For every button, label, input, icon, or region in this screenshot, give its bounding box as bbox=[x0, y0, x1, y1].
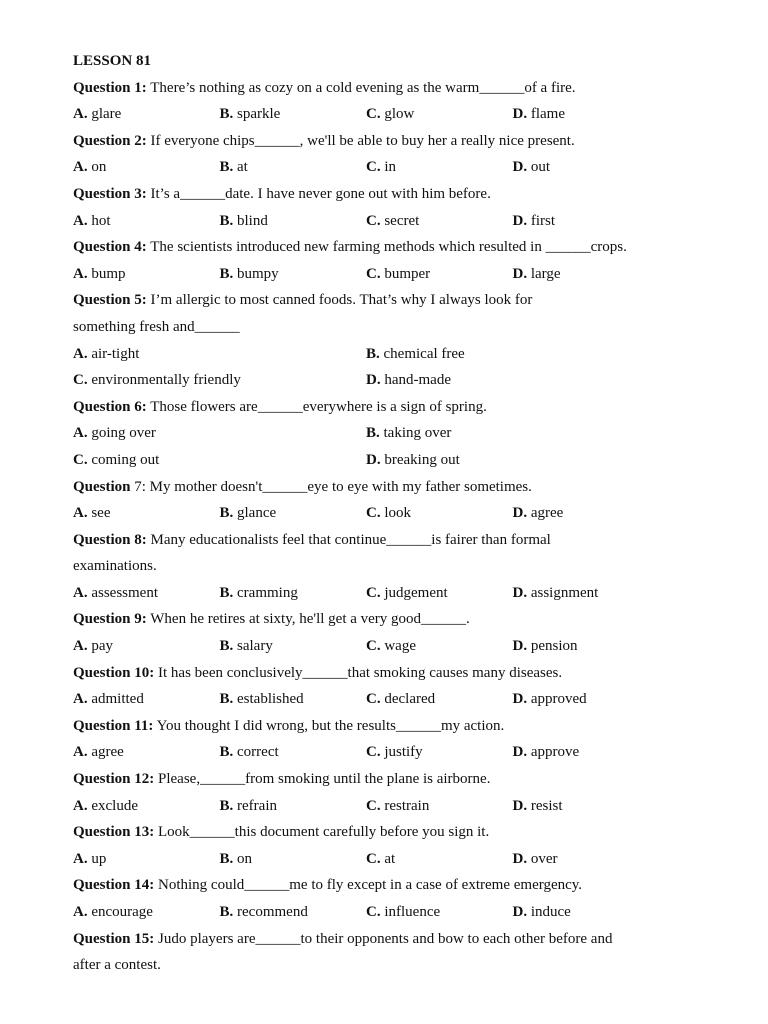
answer-option[interactable] bbox=[73, 341, 366, 368]
option-letter: A. bbox=[73, 345, 88, 362]
question-stem: Many educationalists feel that continue______is fairer than formal bbox=[150, 531, 551, 548]
answer-option[interactable] bbox=[73, 580, 220, 607]
option-letter: C. bbox=[366, 850, 381, 867]
question-stem: It’s a______date. I have never gone out with him before. bbox=[150, 185, 491, 202]
option-letter: B. bbox=[219, 744, 234, 761]
option-letter: A. bbox=[73, 850, 88, 867]
question-label: Question 6: bbox=[73, 398, 147, 415]
option-letter: D. bbox=[512, 850, 528, 867]
answer-options bbox=[73, 633, 713, 660]
question-stem: Nothing could______me to fly except in a case of extreme emergency. bbox=[158, 877, 583, 894]
question-11 bbox=[73, 713, 713, 766]
option-text: declared bbox=[384, 691, 436, 708]
answer-option[interactable] bbox=[366, 846, 513, 873]
question-label: Question 9: bbox=[73, 611, 147, 628]
answer-option[interactable] bbox=[73, 793, 220, 820]
answer-options bbox=[73, 447, 713, 474]
option-text: induce bbox=[530, 904, 571, 920]
answer-option[interactable] bbox=[513, 154, 660, 181]
option-text: restrain bbox=[384, 797, 430, 814]
question-label: Question 5: bbox=[73, 292, 147, 309]
answer-option[interactable] bbox=[73, 447, 366, 474]
option-text: judgement bbox=[384, 584, 448, 601]
answer-option[interactable] bbox=[513, 846, 660, 873]
option-text: pension bbox=[530, 638, 578, 655]
question-text bbox=[73, 606, 713, 633]
question-label: Question 11: bbox=[73, 717, 154, 734]
option-letter: D. bbox=[512, 744, 528, 761]
question-stem: It has been conclusively______that smoking causes many diseases. bbox=[158, 664, 563, 681]
question-text bbox=[73, 181, 713, 208]
answer-option[interactable] bbox=[220, 633, 367, 660]
question-3 bbox=[73, 181, 713, 234]
question-text bbox=[73, 660, 713, 687]
question-1 bbox=[73, 75, 713, 128]
question-text bbox=[73, 128, 713, 155]
question-stem: Look______this document carefully before you sign it. bbox=[158, 824, 490, 841]
option-text: sparkle bbox=[237, 106, 281, 123]
option-text: hot bbox=[91, 212, 111, 229]
answer-option[interactable] bbox=[73, 633, 220, 660]
question-text bbox=[73, 527, 713, 554]
option-text: taking over bbox=[383, 425, 452, 442]
option-text: flame bbox=[530, 106, 565, 123]
question-stem-continued: something fresh and______ bbox=[73, 318, 240, 335]
option-letter: B. bbox=[219, 904, 234, 920]
answer-option[interactable] bbox=[366, 739, 513, 766]
option-letter: D. bbox=[512, 265, 528, 282]
answer-options bbox=[73, 793, 713, 820]
question-text bbox=[73, 234, 713, 261]
question-14 bbox=[73, 872, 713, 925]
answer-option[interactable] bbox=[366, 154, 513, 181]
option-text: over bbox=[530, 850, 558, 867]
answer-options bbox=[73, 154, 713, 181]
answer-options bbox=[73, 420, 713, 447]
question-label: Question 10: bbox=[73, 664, 155, 681]
answer-options bbox=[73, 101, 713, 128]
question-label: Question 14: bbox=[73, 877, 155, 894]
answer-option[interactable] bbox=[513, 261, 660, 288]
option-letter: A. bbox=[73, 584, 88, 601]
answer-option[interactable] bbox=[220, 261, 367, 288]
question-15 bbox=[73, 926, 713, 979]
answer-option[interactable] bbox=[73, 686, 220, 713]
option-letter: C. bbox=[366, 106, 381, 123]
question-list bbox=[73, 75, 713, 979]
option-letter: D. bbox=[366, 451, 381, 468]
option-text: assignment bbox=[530, 584, 599, 601]
question-stem-continued: after a contest. bbox=[73, 957, 161, 974]
option-text: approved bbox=[530, 691, 587, 708]
worksheet-page bbox=[73, 48, 713, 979]
question-stem-continued: examinations. bbox=[73, 558, 157, 575]
question-label: Question 1: bbox=[73, 79, 147, 96]
answer-option[interactable] bbox=[73, 101, 220, 128]
question-10 bbox=[73, 660, 713, 713]
option-text: glance bbox=[237, 505, 277, 522]
option-text: recommend bbox=[237, 904, 308, 920]
question-5 bbox=[73, 287, 713, 393]
answer-option[interactable] bbox=[220, 208, 367, 235]
option-text: established bbox=[237, 691, 304, 708]
option-text: coming out bbox=[91, 451, 160, 468]
option-letter: C. bbox=[366, 691, 381, 708]
answer-option[interactable] bbox=[513, 580, 660, 607]
option-letter: D. bbox=[512, 691, 528, 708]
option-text: on bbox=[91, 159, 107, 176]
option-letter: B. bbox=[366, 425, 380, 442]
question-text bbox=[73, 872, 713, 899]
option-text: exclude bbox=[91, 797, 138, 814]
option-letter: A. bbox=[73, 797, 88, 814]
option-letter: A. bbox=[73, 691, 88, 708]
option-letter: C. bbox=[73, 451, 88, 468]
option-text: encourage bbox=[91, 904, 153, 920]
question-7 bbox=[73, 474, 713, 527]
answer-option[interactable] bbox=[366, 793, 513, 820]
option-text: salary bbox=[237, 638, 273, 655]
answer-option[interactable] bbox=[513, 500, 660, 527]
answer-option[interactable] bbox=[73, 846, 220, 873]
option-letter: A. bbox=[73, 265, 88, 282]
option-text: assessment bbox=[91, 584, 159, 601]
answer-option[interactable] bbox=[220, 739, 367, 766]
option-text: agree bbox=[530, 505, 564, 522]
option-text: hand-made bbox=[384, 372, 451, 389]
option-letter: A. bbox=[73, 505, 88, 522]
option-text: up bbox=[91, 850, 107, 867]
option-letter: D. bbox=[512, 638, 528, 655]
answer-option[interactable] bbox=[73, 154, 220, 181]
option-letter: C. bbox=[366, 584, 381, 601]
lesson-title: LESSON 81 bbox=[73, 53, 151, 69]
option-text: air-tight bbox=[91, 345, 140, 362]
answer-options bbox=[73, 367, 713, 394]
answer-option[interactable] bbox=[220, 580, 367, 607]
option-letter: A. bbox=[73, 212, 88, 229]
option-text: bumpy bbox=[237, 265, 279, 282]
answer-options bbox=[73, 208, 713, 235]
answer-option[interactable] bbox=[73, 208, 220, 235]
answer-options bbox=[73, 686, 713, 713]
option-text: environmentally friendly bbox=[91, 372, 241, 389]
answer-option[interactable] bbox=[513, 101, 660, 128]
answer-option[interactable] bbox=[73, 367, 366, 394]
option-text: look bbox=[384, 505, 412, 522]
option-text: resist bbox=[530, 797, 563, 814]
question-text bbox=[73, 819, 713, 846]
answer-option[interactable] bbox=[366, 261, 513, 288]
question-stem: There’s nothing as cozy on a cold evening as the warm______of a fire. bbox=[150, 79, 576, 96]
option-letter: B. bbox=[219, 265, 234, 282]
question-text bbox=[73, 766, 713, 793]
option-text: pay bbox=[91, 638, 114, 655]
question-label: Question 8: bbox=[73, 531, 147, 548]
answer-option[interactable] bbox=[220, 846, 367, 873]
question-text bbox=[73, 394, 713, 421]
question-text bbox=[73, 75, 713, 102]
option-letter: C. bbox=[366, 904, 381, 920]
option-text: first bbox=[530, 212, 556, 229]
option-text: cramming bbox=[237, 584, 298, 601]
question-13 bbox=[73, 819, 713, 872]
answer-option[interactable] bbox=[366, 208, 513, 235]
answer-option[interactable] bbox=[366, 686, 513, 713]
answer-option[interactable] bbox=[366, 420, 659, 447]
option-letter: A. bbox=[73, 904, 88, 920]
option-text: on bbox=[237, 850, 253, 867]
option-letter: D. bbox=[512, 505, 528, 522]
question-label: Question 12: bbox=[73, 771, 155, 788]
answer-option[interactable] bbox=[366, 367, 659, 394]
question-label: Question 15: bbox=[73, 930, 155, 947]
option-text: refrain bbox=[237, 797, 277, 814]
option-letter: C. bbox=[366, 638, 381, 655]
option-text: at bbox=[237, 159, 248, 176]
question-text bbox=[73, 287, 713, 314]
option-text: justify bbox=[384, 744, 423, 761]
option-letter: A. bbox=[73, 638, 88, 655]
option-letter: B. bbox=[219, 212, 234, 229]
option-text: blind bbox=[237, 212, 268, 229]
option-text: out bbox=[530, 159, 551, 176]
answer-option[interactable] bbox=[366, 101, 513, 128]
answer-option[interactable] bbox=[366, 580, 513, 607]
option-letter: D. bbox=[512, 584, 528, 601]
option-letter: A. bbox=[73, 106, 88, 123]
option-letter: B. bbox=[219, 106, 234, 123]
question-label: Question bbox=[73, 478, 131, 495]
option-letter: C. bbox=[366, 265, 381, 282]
question-stem: Judo players are______to their opponents and bow to each other before and bbox=[158, 930, 613, 947]
option-text: admitted bbox=[91, 691, 144, 708]
answer-option[interactable] bbox=[220, 101, 367, 128]
option-text: see bbox=[91, 505, 111, 522]
answer-option[interactable] bbox=[366, 633, 513, 660]
option-letter: A. bbox=[73, 744, 88, 761]
question-9 bbox=[73, 606, 713, 659]
question-6 bbox=[73, 394, 713, 474]
question-stem: You thought I did wrong, but the results______my action. bbox=[156, 717, 505, 734]
answer-option[interactable] bbox=[220, 154, 367, 181]
question-stem: If everyone chips______, we'll be able to buy her a really nice present. bbox=[150, 132, 575, 149]
answer-options bbox=[73, 261, 713, 288]
option-letter: C. bbox=[366, 744, 381, 761]
option-letter: C. bbox=[366, 159, 381, 176]
option-letter: D. bbox=[512, 106, 528, 123]
option-letter: B. bbox=[219, 797, 234, 814]
option-text: bumper bbox=[384, 265, 431, 282]
question-text bbox=[73, 474, 713, 501]
question-label: Question 3: bbox=[73, 185, 147, 202]
option-letter: B. bbox=[219, 584, 234, 601]
option-letter: B. bbox=[366, 345, 380, 362]
option-letter: B. bbox=[219, 850, 234, 867]
answer-option[interactable] bbox=[513, 633, 660, 660]
option-text: at bbox=[384, 850, 396, 867]
answer-option[interactable] bbox=[73, 500, 220, 527]
answer-option[interactable] bbox=[513, 793, 660, 820]
answer-option[interactable] bbox=[513, 739, 660, 766]
answer-options bbox=[73, 739, 713, 766]
option-letter: B. bbox=[219, 691, 234, 708]
question-label: Question 13: bbox=[73, 824, 155, 841]
question-12 bbox=[73, 766, 713, 819]
option-text: in bbox=[384, 159, 397, 176]
answer-option[interactable] bbox=[366, 899, 513, 926]
answer-options bbox=[73, 899, 713, 926]
answer-option[interactable] bbox=[513, 686, 660, 713]
question-stem: I’m allergic to most canned foods. That’s why I always look for bbox=[150, 292, 533, 309]
question-label: Question 2: bbox=[73, 132, 147, 149]
answer-options bbox=[73, 341, 713, 368]
question-stem: Please,______from smoking until the plane is airborne. bbox=[158, 771, 491, 788]
answer-option[interactable] bbox=[220, 500, 367, 527]
option-text: wage bbox=[384, 638, 416, 655]
question-stem: The scientists introduced new farming methods which resulted in ______crops. bbox=[150, 239, 627, 256]
answer-option[interactable] bbox=[73, 420, 366, 447]
answer-option[interactable] bbox=[513, 208, 660, 235]
question-2 bbox=[73, 128, 713, 181]
option-text: influence bbox=[384, 904, 441, 920]
option-text: correct bbox=[237, 744, 279, 761]
option-letter: A. bbox=[73, 425, 88, 442]
answer-option[interactable] bbox=[366, 341, 659, 368]
option-text: going over bbox=[91, 425, 156, 442]
question-label: Question 4: bbox=[73, 239, 147, 256]
option-text: breaking out bbox=[384, 451, 460, 468]
option-text: large bbox=[530, 265, 561, 282]
answer-option[interactable] bbox=[73, 739, 220, 766]
option-letter: D. bbox=[512, 797, 528, 814]
option-letter: C. bbox=[366, 212, 381, 229]
answer-option[interactable] bbox=[220, 793, 367, 820]
option-text: glow bbox=[384, 106, 415, 123]
option-letter: C. bbox=[73, 372, 88, 389]
question-text bbox=[73, 926, 713, 953]
question-8 bbox=[73, 527, 713, 607]
option-text: approve bbox=[530, 744, 580, 761]
option-text: glare bbox=[91, 106, 122, 123]
answer-option[interactable] bbox=[220, 899, 367, 926]
question-stem: Those flowers are______everywhere is a sign of spring. bbox=[150, 398, 487, 415]
answer-option[interactable] bbox=[366, 447, 659, 474]
question-stem: 7: My mother doesn't______eye to eye with my father sometimes. bbox=[134, 478, 532, 495]
option-letter: A. bbox=[73, 159, 88, 176]
question-4 bbox=[73, 234, 713, 287]
option-letter: D. bbox=[512, 212, 528, 229]
option-text: secret bbox=[384, 212, 420, 229]
option-letter: B. bbox=[219, 638, 234, 655]
option-letter: B. bbox=[219, 159, 234, 176]
option-letter: D. bbox=[366, 372, 381, 389]
answer-options bbox=[73, 500, 713, 527]
answer-option[interactable] bbox=[73, 899, 220, 926]
option-text: bump bbox=[91, 265, 126, 282]
answer-option[interactable] bbox=[513, 899, 660, 926]
option-text: chemical free bbox=[383, 345, 465, 362]
question-text bbox=[73, 713, 713, 740]
answer-option[interactable] bbox=[220, 686, 367, 713]
option-letter: D. bbox=[512, 159, 528, 176]
answer-options bbox=[73, 580, 713, 607]
answer-option[interactable] bbox=[73, 261, 220, 288]
option-letter: C. bbox=[366, 505, 381, 522]
answer-option[interactable] bbox=[366, 500, 513, 527]
option-letter: B. bbox=[219, 505, 234, 522]
option-letter: D. bbox=[512, 904, 528, 920]
question-stem: When he retires at sixty, he'll get a very good______. bbox=[150, 611, 470, 628]
answer-options bbox=[73, 846, 713, 873]
option-text: agree bbox=[91, 744, 124, 761]
option-letter: C. bbox=[366, 797, 381, 814]
